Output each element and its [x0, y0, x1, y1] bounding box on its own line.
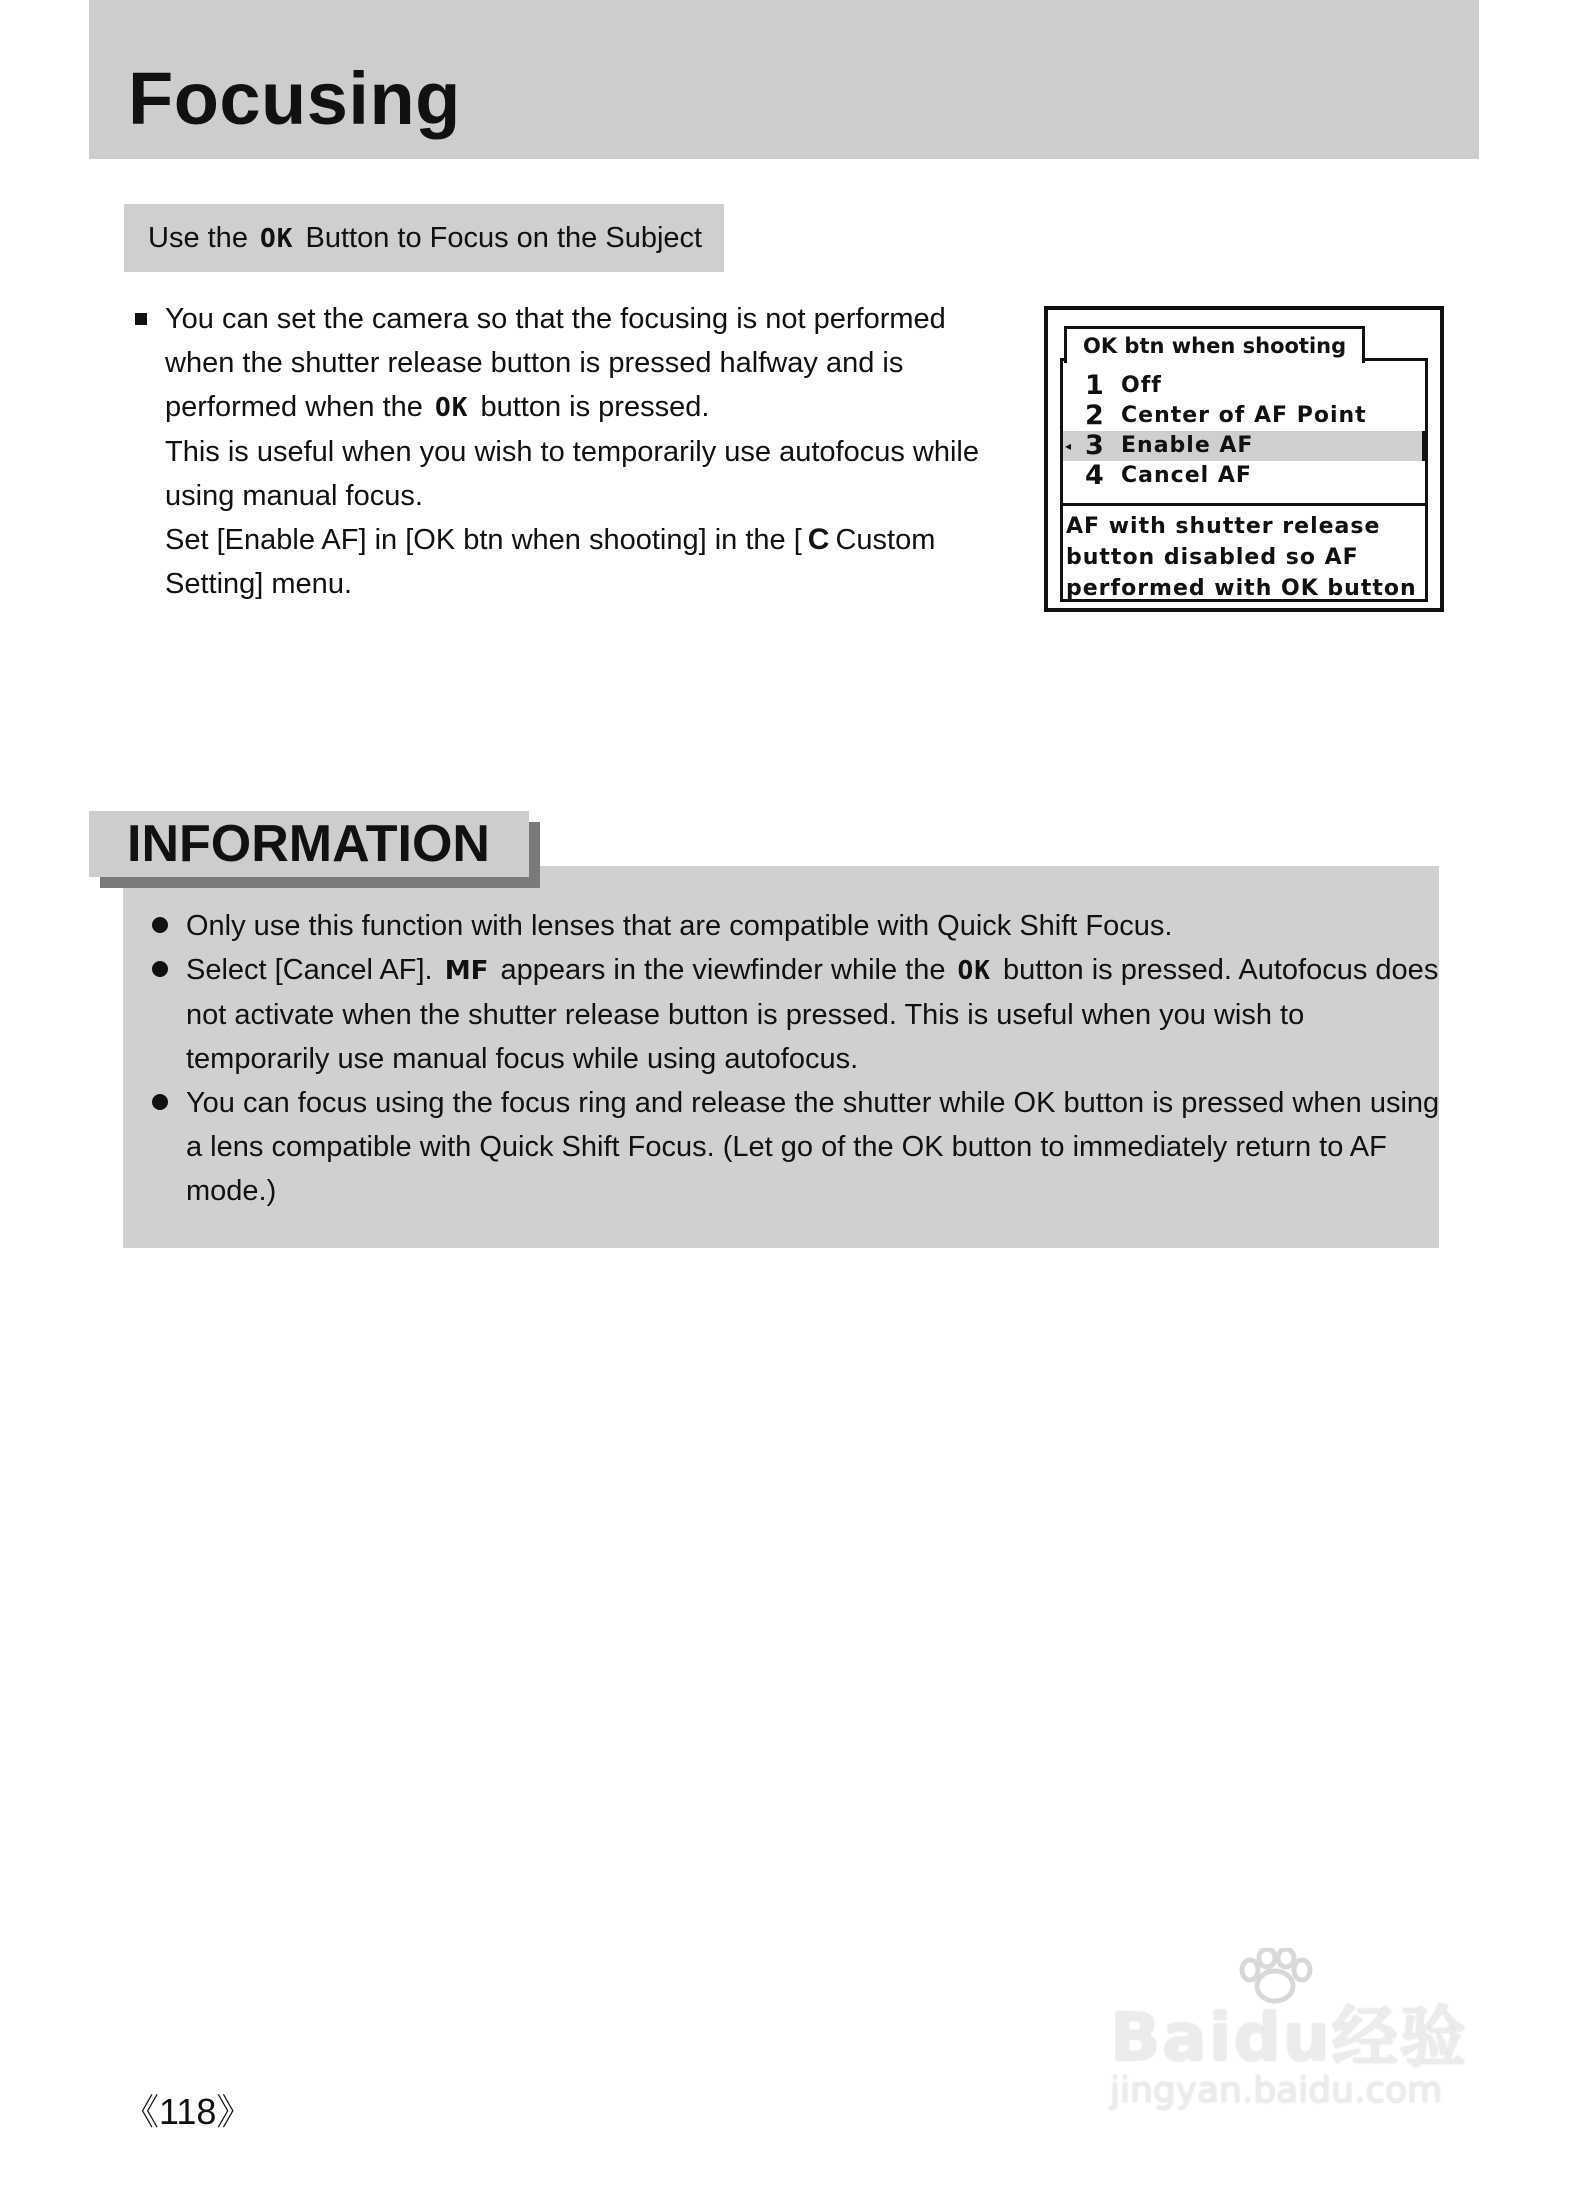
baidu-watermark	[1110, 1948, 1470, 2128]
information-line: a lens compatible with Quick Shift Focus. (Let go of the OK button to immediately return to AF	[186, 1131, 1387, 1163]
round-bullet-icon	[152, 1094, 168, 1110]
ok-button-icon: OK	[435, 393, 469, 423]
round-bullet-icon	[152, 917, 168, 933]
information-line: not activate when the shutter release button is pressed. This is useful when you wish to	[186, 999, 1305, 1031]
information-list	[150, 904, 1440, 1213]
menu-description-line: AF with shutter release	[1066, 514, 1381, 539]
intro-line	[165, 518, 985, 562]
intro-line-text: button is pressed.	[480, 391, 710, 423]
watermark-url: jingyan.baidu.com	[1110, 2070, 1443, 2111]
menu-option-label: Off	[1121, 373, 1162, 398]
page-title: Focusing	[128, 57, 461, 140]
menu-tab-title: OK btn when shooting	[1064, 326, 1365, 363]
menu-options-list	[1063, 371, 1425, 491]
intro-line	[165, 385, 985, 430]
menu-frame	[1060, 358, 1428, 602]
page-number: 《118》	[123, 2091, 253, 2132]
menu-description	[1066, 511, 1417, 604]
menu-option-label: Center of AF Point	[1121, 403, 1367, 428]
information-text: Select [Cancel AF].	[186, 954, 433, 986]
information-item	[150, 904, 1430, 948]
intro-paragraph	[135, 297, 985, 606]
custom-setting-icon: C	[807, 523, 830, 556]
section-subheading	[124, 204, 724, 272]
information-line	[186, 948, 1439, 993]
intro-line-text: performed when the	[165, 391, 423, 423]
information-text: button is pressed. Autofocus does	[1003, 954, 1439, 986]
watermark-brand: Baidu经验	[1110, 1999, 1468, 2076]
menu-option-label: Cancel AF	[1121, 463, 1252, 488]
menu-option-center-af-point[interactable]	[1063, 401, 1425, 431]
menu-description-line: performed with OK button	[1066, 576, 1417, 601]
information-item	[150, 948, 1439, 1081]
intro-line: Setting] menu.	[165, 568, 352, 600]
selection-arrow-icon: ◂	[1065, 439, 1073, 453]
menu-description-line: button disabled so AF	[1066, 545, 1359, 570]
intro-line: using manual focus.	[165, 480, 423, 512]
menu-option-number: 2	[1085, 400, 1105, 431]
information-line: Only use this function with lenses that are compatible with Quick Shift Focus.	[186, 910, 1173, 942]
intro-line: when the shutter release button is pressed halfway and is	[165, 347, 904, 379]
menu-option-cancel-af[interactable]	[1063, 461, 1425, 491]
information-line: mode.)	[186, 1175, 277, 1207]
menu-option-off[interactable]	[1063, 371, 1425, 401]
intro-line: You can set the camera so that the focusing is not performed	[165, 303, 946, 335]
mf-indicator-icon: MF	[444, 956, 489, 986]
subheading-prefix: Use the	[148, 222, 248, 254]
information-line: temporarily use manual focus while using autofocus.	[186, 1043, 859, 1075]
round-bullet-icon	[152, 961, 168, 977]
menu-divider	[1063, 503, 1425, 506]
square-bullet-icon	[135, 313, 147, 325]
information-line: You can focus using the focus ring and release the shutter while OK button is pressed when using	[186, 1087, 1440, 1119]
information-heading: INFORMATION	[89, 811, 529, 877]
menu-option-number: 3	[1085, 430, 1105, 461]
menu-option-number: 1	[1085, 370, 1105, 401]
camera-menu-screenshot	[1044, 306, 1444, 612]
intro-line-text: Set [Enable AF] in [OK btn when shooting] in the [	[165, 524, 802, 556]
ok-button-icon: OK	[260, 224, 294, 254]
intro-line-text: Custom	[835, 524, 936, 556]
information-text: appears in the viewfinder while the	[500, 954, 946, 986]
intro-line: This is useful when you wish to temporarily use autofocus while	[165, 436, 979, 468]
menu-option-label: Enable AF	[1121, 433, 1254, 458]
menu-option-number: 4	[1085, 460, 1105, 491]
subheading-suffix: Button to Focus on the Subject	[305, 222, 703, 254]
ok-button-icon: OK	[957, 956, 991, 986]
menu-option-enable-af[interactable]	[1063, 431, 1425, 461]
information-item	[150, 1081, 1440, 1213]
